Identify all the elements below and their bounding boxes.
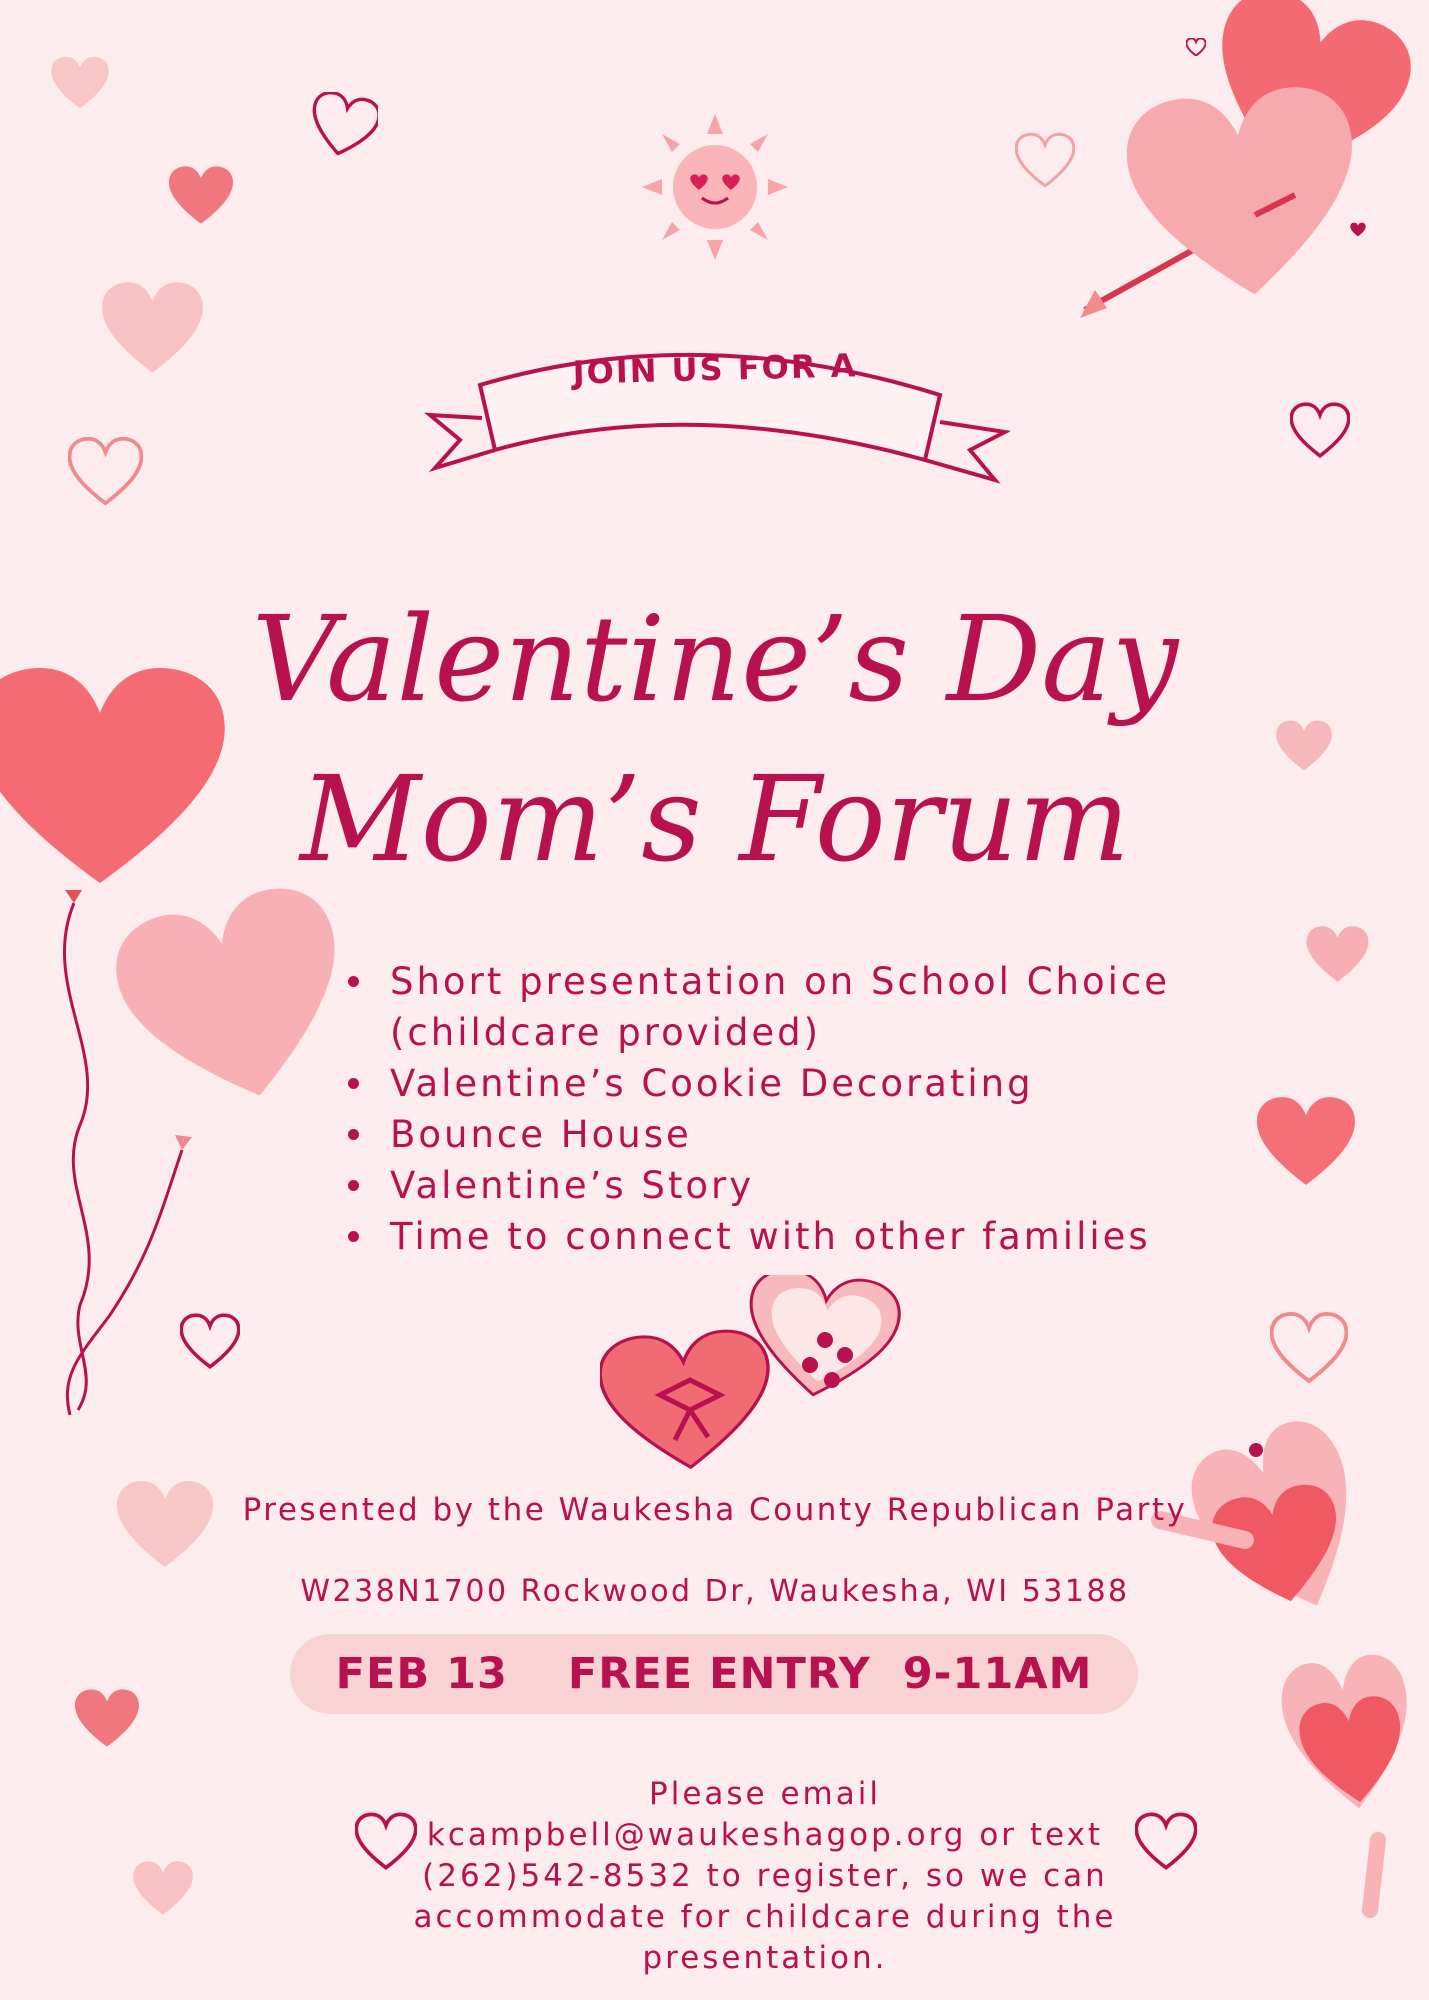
event-entry: FREE ENTRY — [567, 1649, 871, 1699]
event-address: W238N1700 Rockwood Dr, Waukesha, WI 53188 — [300, 1574, 1130, 1609]
event-date: FEB 13 — [335, 1649, 508, 1699]
heart-outline-icon — [1270, 1310, 1348, 1385]
heart-icon — [50, 55, 110, 110]
agenda-item: Valentine’s Cookie Decorating — [340, 1058, 1170, 1109]
agenda-item: Bounce House — [340, 1109, 1170, 1160]
agenda-item: Time to connect with other families — [340, 1211, 1170, 1262]
registration-note: Please email kcampbell@waukeshagop.org or text (262)542-8532 to register, so we can accommodate for childcare during the presentation. — [413, 1776, 1117, 1976]
chocolate-box-icon — [600, 1275, 905, 1475]
event-time: 9-11AM — [902, 1649, 1093, 1699]
heart-icon — [1275, 718, 1333, 773]
event-info-pill — [290, 1634, 1138, 1714]
event-title-line-2: Mom’s Forum — [299, 750, 1131, 888]
heart-icon — [72, 1688, 142, 1748]
heart-outline-icon — [68, 430, 143, 512]
heart-icon — [1305, 925, 1370, 983]
heart-icon — [1255, 1095, 1357, 1187]
heart-outline-icon — [310, 92, 378, 158]
heart-arrow-icon — [1065, 0, 1429, 330]
banner-text: JOIN US FOR A — [572, 346, 858, 392]
agenda-list — [340, 956, 1170, 1262]
agenda-item: Valentine’s Story — [340, 1160, 1170, 1211]
heart-icon — [165, 165, 237, 225]
heart-icon — [100, 280, 205, 375]
presented-by: Presented by the Waukesha County Republican Party — [242, 1492, 1188, 1528]
agenda-item: Short presentation on School Choice (childcare provided) — [340, 956, 1170, 1058]
event-title-line-1: Valentine’s Day — [251, 590, 1179, 728]
heart-outline-icon — [1290, 395, 1350, 465]
heart-icon — [132, 1860, 194, 1916]
sun-icon — [640, 112, 790, 262]
